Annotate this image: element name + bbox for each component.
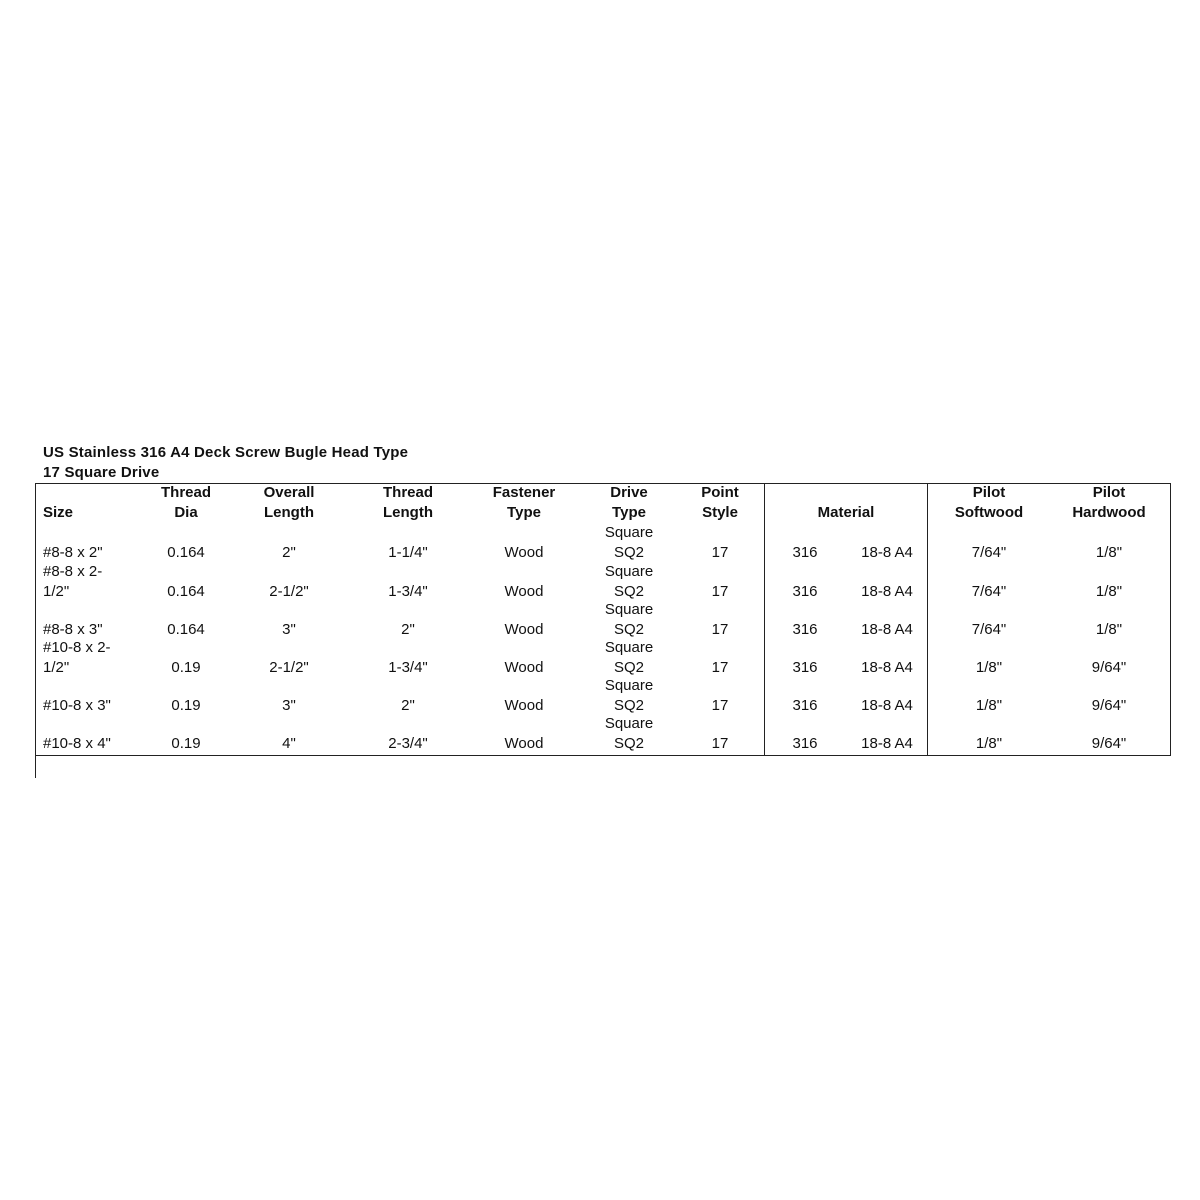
- table-cell-material-a: 316: [792, 659, 818, 676]
- table-cell-thread-dia: 0.19: [171, 697, 201, 714]
- column-header-point-style: Point Style: [701, 484, 739, 521]
- table-cell-drive-type: Square SQ2: [604, 639, 654, 676]
- table-cell-material-b: 18-8 A4: [861, 583, 913, 600]
- table-cell-overall-length: 2": [282, 544, 296, 561]
- table-cell-pilot-hardwood: 9/64": [1091, 697, 1127, 714]
- table-cell-drive-type: Square SQ2: [604, 715, 654, 752]
- table-cell-thread-dia: 0.19: [171, 659, 201, 676]
- table-cell-thread-length: 2": [401, 697, 415, 714]
- column-header-fastener-type: Fastener Type: [492, 484, 556, 521]
- table-cell-material-a: 316: [792, 583, 818, 600]
- table-cell-overall-length: 3": [282, 621, 296, 638]
- table-cell-material-a: 316: [792, 735, 818, 752]
- table-cell-pilot-softwood: 1/8": [975, 659, 1003, 676]
- table-cell-material-b: 18-8 A4: [861, 659, 913, 676]
- table-cell-drive-type: Square SQ2: [604, 563, 654, 600]
- table-cell-size: #8-8 x 2": [43, 544, 103, 561]
- table-cell-size: #10-8 x 4": [43, 735, 111, 752]
- table-cell-material-b: 18-8 A4: [861, 544, 913, 561]
- table-cell-pilot-hardwood: 9/64": [1091, 735, 1127, 752]
- table-cell-material-b: 18-8 A4: [861, 621, 913, 638]
- table-cell-fastener-type: Wood: [504, 583, 544, 600]
- table-cell-material-a: 316: [792, 697, 818, 714]
- table-cell-fastener-type: Wood: [504, 697, 544, 714]
- table-cell-size: #8-8 x 3": [43, 621, 103, 638]
- table-cell-fastener-type: Wood: [504, 621, 544, 638]
- table-cell-overall-length: 3": [282, 697, 296, 714]
- column-divider: [764, 484, 765, 755]
- table-cell-pilot-softwood: 7/64": [971, 621, 1007, 638]
- column-header-overall-length: Overall Length: [263, 484, 315, 521]
- table-cell-overall-length: 4": [282, 735, 296, 752]
- table-cell-overall-length: 2-1/2": [269, 659, 309, 676]
- table-cell-thread-dia: 0.164: [167, 544, 205, 561]
- table-cell-size: #8-8 x 2- 1/2": [43, 563, 103, 600]
- table-cell-pilot-softwood: 7/64": [971, 583, 1007, 600]
- table-cell-thread-length: 2-3/4": [388, 735, 428, 752]
- table-cell-thread-length: 1-1/4": [388, 544, 428, 561]
- table-cell-drive-type: Square SQ2: [604, 601, 654, 638]
- column-header-thread-length: Thread Length: [382, 484, 434, 521]
- table-cell-drive-type: Square SQ2: [604, 677, 654, 714]
- table-cell-size: #10-8 x 2- 1/2": [43, 639, 111, 676]
- table-cell-pilot-softwood: 1/8": [975, 735, 1003, 752]
- table-cell-pilot-softwood: 1/8": [975, 697, 1003, 714]
- table-cell-point-style: 17: [711, 659, 729, 676]
- column-header-thread-dia: Thread Dia: [160, 484, 212, 521]
- table-cell-fastener-type: Wood: [504, 735, 544, 752]
- title-line-1: US Stainless 316 A4 Deck Screw Bugle Head Type: [43, 444, 409, 461]
- table-cell-overall-length: 2-1/2": [269, 583, 309, 600]
- column-header-pilot-hardwood: Pilot Hardwood: [1072, 484, 1146, 521]
- table-cell-drive-type: Square SQ2: [604, 524, 654, 561]
- table-cell-point-style: 17: [711, 735, 729, 752]
- column-header-pilot-softwood: Pilot Softwood: [954, 484, 1024, 521]
- table-cell-material-a: 316: [792, 544, 818, 561]
- table-cell-thread-length: 1-3/4": [388, 583, 428, 600]
- table-cell-point-style: 17: [711, 583, 729, 600]
- document-title: [43, 443, 408, 483]
- table-cell-thread-length: 2": [401, 621, 415, 638]
- column-divider: [927, 484, 928, 755]
- text-cursor: [35, 756, 36, 778]
- table-cell-thread-dia: 0.19: [171, 735, 201, 752]
- table-cell-pilot-softwood: 7/64": [971, 544, 1007, 561]
- column-header-drive-type: Drive Type: [610, 484, 648, 521]
- table-cell-thread-length: 1-3/4": [388, 659, 428, 676]
- table-cell-fastener-type: Wood: [504, 544, 544, 561]
- table-cell-pilot-hardwood: 1/8": [1095, 621, 1123, 638]
- table-cell-thread-dia: 0.164: [167, 621, 205, 638]
- table-cell-size: #10-8 x 3": [43, 697, 111, 714]
- table-cell-pilot-hardwood: 1/8": [1095, 544, 1123, 561]
- table-cell-point-style: 17: [711, 697, 729, 714]
- column-header-size: Size: [43, 504, 74, 521]
- table-cell-point-style: 17: [711, 621, 729, 638]
- table-cell-pilot-hardwood: 9/64": [1091, 659, 1127, 676]
- table-cell-point-style: 17: [711, 544, 729, 561]
- table-cell-material-b: 18-8 A4: [861, 697, 913, 714]
- title-line-2: 17 Square Drive: [43, 464, 160, 481]
- column-header-material: Material: [817, 504, 875, 521]
- table-cell-fastener-type: Wood: [504, 659, 544, 676]
- table-cell-thread-dia: 0.164: [167, 583, 205, 600]
- table-cell-material-a: 316: [792, 621, 818, 638]
- table-cell-material-b: 18-8 A4: [861, 735, 913, 752]
- table-cell-pilot-hardwood: 1/8": [1095, 583, 1123, 600]
